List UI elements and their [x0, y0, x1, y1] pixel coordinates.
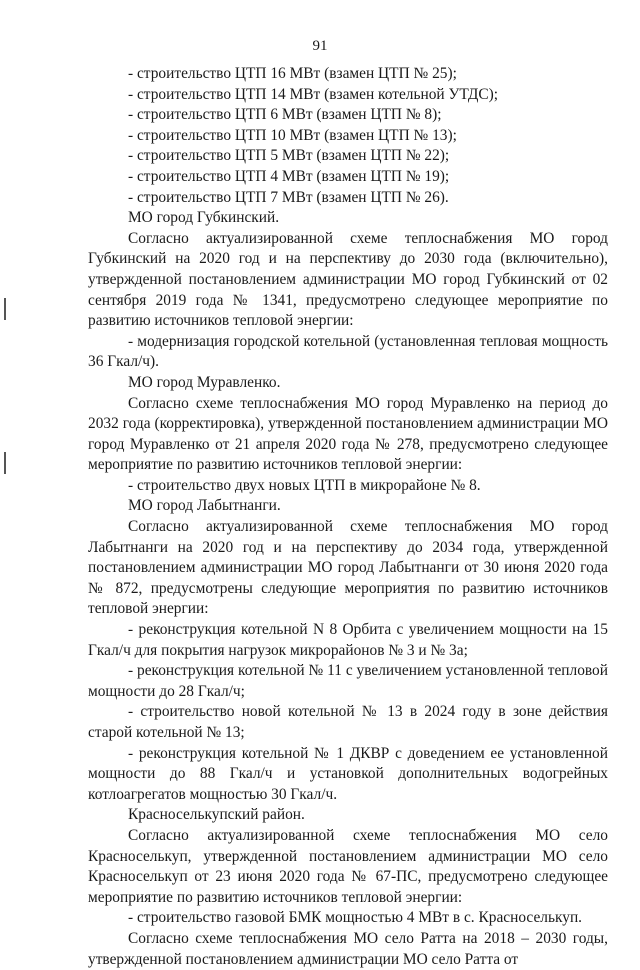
paragraph: - строительство ЦТП 10 МВт (взамен ЦТП № 13);: [128, 126, 457, 144]
paragraph: - строительство ЦТП 5 МВт (взамен ЦТП № 22);: [128, 147, 450, 165]
page-number: 91: [312, 38, 328, 54]
paragraph: - строительство ЦТП 16 МВт (взамен ЦТП № 25);: [128, 65, 457, 82]
paragraph: - строительство ЦТП 7 МВт (взамен ЦТП № 26).: [128, 188, 449, 206]
paragraph: - строительство ЦТП 4 МВт (взамен ЦТП № 19);: [128, 167, 450, 185]
section-heading: МО город Губкинский.: [128, 209, 280, 227]
paragraph: - строительство ЦТП 6 МВт (взамен ЦТП № 8);: [128, 106, 442, 124]
section-heading: МО город Муравленко.: [128, 373, 281, 391]
paragraph: - строительство двух новых ЦТП в микрорайоне № 8.: [128, 476, 481, 494]
paragraph: Согласно актуализированной схеме теплоснабжения МО село Красноселькуп, утвержденной постановлением администрации МО село Красноселькуп от 23 июня 2020 года № 67-ПС, предусмотрено следующее мероприятие по развитию источников тепловой энергии:: [88, 826, 608, 906]
paragraph: - реконструкция котельной № 1 ДКВР с доведением ее установленной мощности до 88 Гкал/ч и установкой дополнительных водогрейных котлоагрегатов мощностью 30 Гкал/ч.: [88, 744, 608, 803]
paragraph: - реконструкция котельной № 11 с увеличением установленной тепловой мощности до 28 Гкал/ч;: [88, 662, 608, 700]
scan-margin-mark: [4, 298, 6, 320]
paragraph: Согласно актуализированной схеме теплоснабжения МО город Губкинский на 2020 год и на перспективу до 2030 года (включительно), утвержденной постановлением администрации МО город Губкинский от 02 сентября 2019 года № 1341, предусмотрено следующее мероприятие по развитию источников тепловой энергии:: [88, 229, 608, 330]
scan-margin-mark: [4, 452, 6, 474]
document-body: [88, 64, 608, 970]
paragraph: Согласно схеме теплоснабжения МО город Муравленко на период до 2032 года (корректировка), утвержденной постановлением администрации МО город Муравленко от 21 апреля 2020 года № 278, предусмотрено следующее мероприятие по развитию источников тепловой энергии:: [88, 394, 608, 474]
paragraph: Согласно актуализированной схеме теплоснабжения МО город Лабытнанги на 2020 год и на перспективу до 2034 года, утвержденной постановлением администрации МО город Лабытнанги от 30 июня 2020 года № 872, предусмотрены следующие мероприятия по развитию источников тепловой энергии:: [88, 518, 608, 618]
paragraph: - строительство газовой БМК мощностью 4 МВт в с. Красноселькуп.: [128, 909, 583, 927]
paragraph: Согласно схеме теплоснабжения МО село Ратта на 2018 – 2030 годы, утвержденной постановлением администрации МО село Ратта от: [88, 929, 608, 968]
paragraph: - строительство ЦТП 14 МВт (взамен котельной УТДС);: [128, 85, 499, 103]
paragraph: - строительство новой котельной № 13 в 2024 году в зоне действия старой котельной № 13;: [88, 703, 608, 741]
paragraph: - модернизация городской котельной (установленная тепловая мощность 36 Гкал/ч).: [88, 332, 608, 371]
section-heading: МО город Лабытнанги.: [128, 497, 281, 515]
paragraph: - реконструкция котельной N 8 Орбита с увеличением мощности на 15 Гкал/ч для покрытия нагрузок микрорайонов № 3 и № 3а;: [88, 621, 608, 659]
section-heading: Красноселькупский район.: [128, 806, 305, 824]
